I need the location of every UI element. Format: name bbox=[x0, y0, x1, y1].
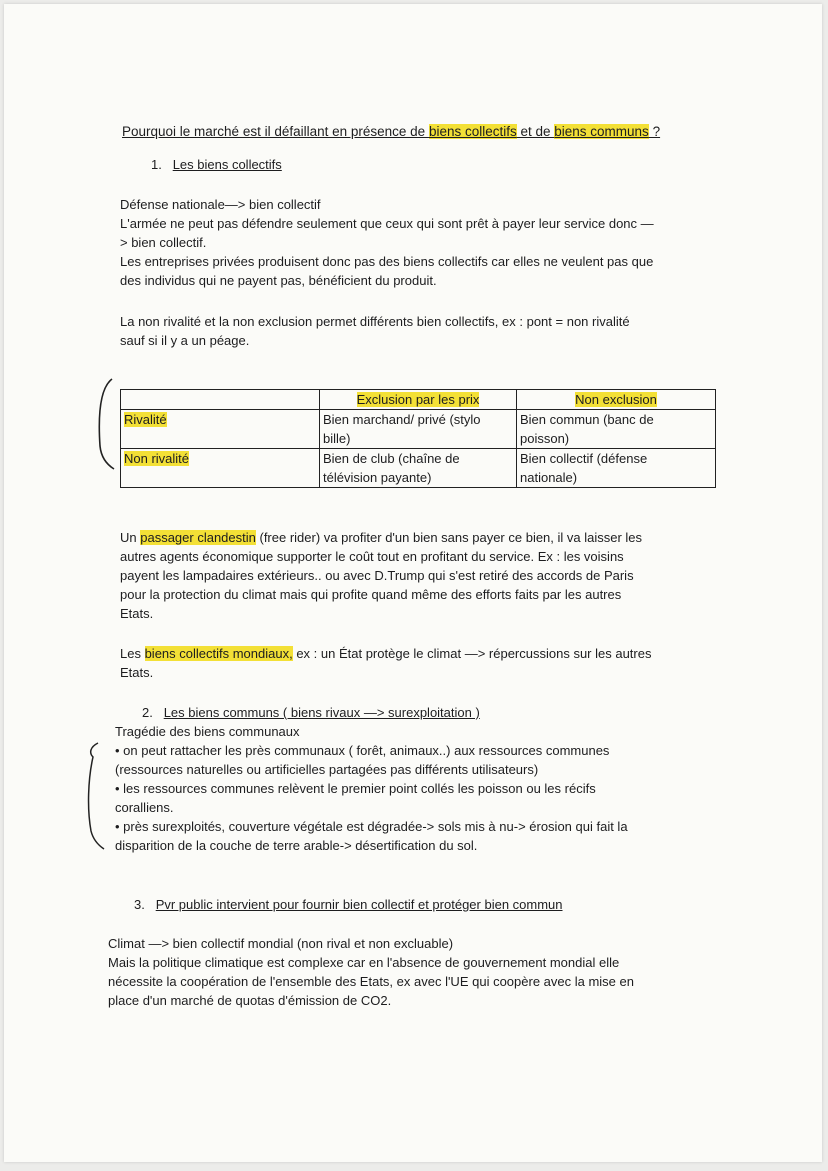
table-header-cell: Exclusion par les prix bbox=[320, 390, 517, 410]
text-line: coralliens. bbox=[115, 800, 174, 815]
title-text-2: et de bbox=[516, 124, 555, 139]
table-cell: Bien marchand/ privé (stylo bille) bbox=[320, 410, 517, 449]
table-cell: Bien commun (banc de poisson) bbox=[517, 410, 716, 449]
text-line: Mais la politique climatique est complexe car en l'absence de gouvernement mondial elle bbox=[108, 955, 620, 970]
text-line: pour la protection du climat mais qui profite quand même des efforts faits par les autres bbox=[120, 587, 622, 602]
text-line: disparition de la couche de terre arable-> désertification du sol. bbox=[115, 838, 478, 853]
text-line: Etats. bbox=[120, 665, 154, 680]
title-text-1: Pourquoi le marché est il défaillant en présence de bbox=[122, 124, 429, 139]
section-3-body bbox=[108, 934, 748, 1010]
title-highlight-biens-collectifs: biens collectifs bbox=[428, 124, 517, 139]
text-line: Tragédie des biens communaux bbox=[115, 724, 300, 739]
section-2-body bbox=[115, 722, 755, 855]
text-line: payent les lampadaires extérieurs.. ou avec D.Trump qui s'est retiré des accords de Paris bbox=[120, 568, 634, 583]
title-text-3: ? bbox=[648, 124, 661, 139]
text-line: • on peut rattacher les près communaux ( forêt, animaux..) aux ressources communes bbox=[115, 743, 610, 758]
text-line: Les biens collectifs mondiaux, ex : un État protège le climat —> répercussions sur les autres bbox=[120, 646, 652, 661]
page-title bbox=[122, 122, 660, 141]
text-line: L'armée ne peut pas défendre seulement que ceux qui sont prêt à payer leur service donc — bbox=[120, 216, 654, 231]
table-row-label: Non rivalité bbox=[121, 449, 320, 488]
section-1-heading bbox=[151, 155, 282, 174]
section-1-number: 1. bbox=[151, 157, 162, 172]
text-line: Défense nationale—> bien collectif bbox=[120, 197, 321, 212]
text-line: sauf si il y a un péage. bbox=[120, 333, 250, 348]
section-2-heading bbox=[142, 703, 480, 722]
document-page bbox=[4, 4, 822, 1162]
table-header-cell: Non exclusion bbox=[517, 390, 716, 410]
text-line: > bien collectif. bbox=[120, 235, 207, 250]
section-2-number: 2. bbox=[142, 705, 153, 720]
text-line: des individus qui ne payent pas, bénéficient du produit. bbox=[120, 273, 437, 288]
section-1-title: Les biens collectifs bbox=[172, 157, 282, 172]
text-line: nécessite la coopération de l'ensemble des Etats, ex avec l'UE qui coopère avec la mise en bbox=[108, 974, 634, 989]
table-cell: Bien collectif (défense nationale) bbox=[517, 449, 716, 488]
highlight-passager-clandestin: passager clandestin bbox=[140, 530, 256, 545]
text-line: Climat —> bien collectif mondial (non rival et non excluable) bbox=[108, 936, 454, 951]
text-line: • près surexploités, couverture végétale est dégradée-> sols mis à nu-> érosion qui fait la bbox=[115, 819, 628, 834]
handwritten-bracket-table bbox=[94, 376, 118, 472]
text-line: autres agents économique supporter le coût tout en profitant du service. Ex : les voisins bbox=[120, 549, 624, 564]
section-3-heading bbox=[134, 895, 563, 914]
highlight-biens-collectifs-mondiaux: biens collectifs mondiaux, bbox=[144, 646, 293, 661]
table-row bbox=[121, 449, 716, 488]
table-corner-cell bbox=[121, 390, 320, 410]
title-highlight-biens-communs: biens communs bbox=[554, 124, 649, 139]
handwritten-bracket-section-2 bbox=[84, 739, 110, 851]
text-line: La non rivalité et la non exclusion permet différents bien collectifs, ex : pont = non rivalité bbox=[120, 314, 630, 329]
section-1-rivalry-paragraph bbox=[120, 312, 730, 350]
section-3-number: 3. bbox=[134, 897, 145, 912]
section-1-body bbox=[120, 195, 730, 290]
free-rider-paragraph bbox=[120, 528, 730, 623]
table-cell: Bien de club (chaîne de télévision payante) bbox=[320, 449, 517, 488]
section-3-title: Pvr public intervient pour fournir bien collectif et protéger bien commun bbox=[155, 897, 563, 912]
goods-classification-table bbox=[120, 389, 716, 488]
text-line: • les ressources communes relèvent le premier point collés les poisson ou les récifs bbox=[115, 781, 596, 796]
text-line: Les entreprises privées produisent donc pas des biens collectifs car elles ne veulent pas que bbox=[120, 254, 654, 269]
table-header-row bbox=[121, 390, 716, 410]
table-row bbox=[121, 410, 716, 449]
text-line: Un passager clandestin (free rider) va profiter d'un bien sans payer ce bien, il va laisser les bbox=[120, 530, 643, 545]
text-line: place d'un marché de quotas d'émission de CO2. bbox=[108, 993, 392, 1008]
text-line: Etats. bbox=[120, 606, 154, 621]
global-goods-paragraph bbox=[120, 644, 740, 682]
section-2-title: Les biens communs ( biens rivaux —> surexploitation ) bbox=[163, 705, 480, 720]
table-row-label: Rivalité bbox=[121, 410, 320, 449]
text-line: (ressources naturelles ou artificielles partagées pas différents utilisateurs) bbox=[115, 762, 539, 777]
